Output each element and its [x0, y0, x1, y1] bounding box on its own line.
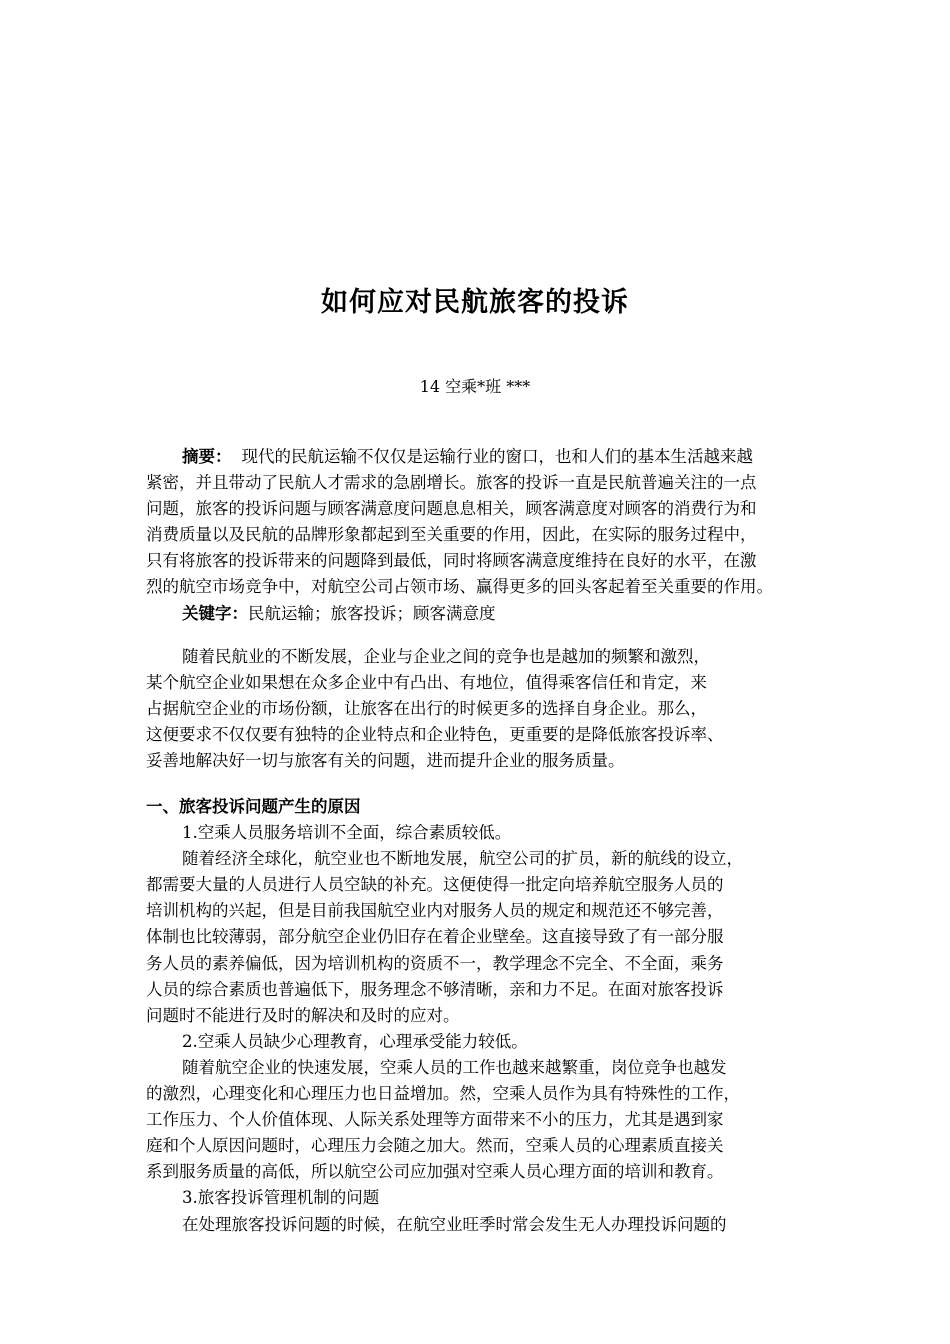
paragraph-line: 人员的综合素质也普遍低下，服务理念不够清晰，亲和力不足。在面对旅客投诉: [146, 979, 724, 999]
abstract-line: 消费质量以及民航的品牌形象都起到至关重要的作用，因此，在实际的服务过程中，: [146, 525, 757, 545]
subsection-title: 2.空乘人员缺少心理教育，心理承受能力较低。: [182, 1031, 528, 1051]
keywords-label: 关键字：: [182, 603, 248, 623]
subsection-title: 1.空乘人员服务培训不全面，综合素质较低。: [182, 823, 512, 843]
abstract-line: 烈的航空市场竞争中，对航空公司占领市场、赢得更多的回头客起着至关重要的作用。: [146, 577, 773, 597]
keywords-line: [146, 601, 858, 627]
section-heading: 一、旅客投诉问题产生的原因: [146, 797, 361, 816]
paragraph-line: 工作压力、个人价值体现、人际关系处理等方面带来不小的压力，尤其是遇到家: [146, 1110, 724, 1130]
author-line: 14 空乘*班 ***: [419, 377, 531, 396]
paragraph-line: 随着航空企业的快速发展，空乘人员的工作也越来越繁重，岗位竞争也越发: [182, 1057, 727, 1077]
document-title: 如何应对民航旅客的投诉: [321, 287, 629, 318]
abstract-line: 现代的民航运输不仅仅是运输行业的窗口，也和人们的基本生活越来越: [241, 447, 753, 466]
paragraph-line: 培训机构的兴起，但是目前我国航空业内对服务人员的规定和规范还不够完善，: [146, 901, 724, 921]
paragraph-line: 务人员的素养偏低，因为培训机构的资质不一，教学理念不完全、不全面，乘务: [146, 953, 724, 973]
paragraph-line: 问题时不能进行及时的解决和及时的应对。: [146, 1005, 460, 1025]
subsection-title: 3.旅客投诉管理机制的问题: [182, 1188, 380, 1208]
section-1: [146, 794, 858, 1238]
abstract-first-line: [146, 444, 858, 470]
paragraph-line: 庭和个人原因问题时，心理压力会随之加大。然而，空乘人员的心理素质直接关: [146, 1136, 724, 1156]
abstract-line: 只有将旅客的投诉带来的问题降到最低，同时将顾客满意度维持在良好的水平，在激: [146, 551, 757, 571]
paragraph-line: 的激烈，心理变化和心理压力也日益增加。然，空乘人员作为具有特殊性的工作，: [146, 1084, 740, 1104]
paragraph-line: 都需要大量的人员进行人员空缺的补充。这便使得一批定向培养航空服务人员的: [146, 875, 724, 895]
abstract-line: 问题，旅客的投诉问题与顾客满意度问题息息相关，顾客满意度对顾客的消费行为和: [146, 499, 757, 519]
paragraph-line: 在处理旅客投诉问题的时候，在航空业旺季时常会发生无人办理投诉问题的: [182, 1214, 727, 1234]
paragraph-line: 体制也比较薄弱，部分航空企业仍旧存在着企业壁垒。这直接导致了有一部分服: [146, 927, 724, 947]
intro-section: [146, 644, 858, 774]
intro-line: 妥善地解决好一切与旅客有关的问题，进而提升企业的服务质量。: [146, 751, 625, 771]
intro-line: 这便要求不仅仅要有独特的企业特点和企业特色，更重要的是降低旅客投诉率、: [146, 725, 724, 745]
paragraph-line: 随着经济全球化，航空业也不断地发展，航空公司的扩员，新的航线的设立，: [182, 849, 743, 869]
abstract-label: 摘要：: [182, 447, 232, 466]
intro-line: 占据航空企业的市场份额，让旅客在出行的时候更多的选择自身企业。那么，: [146, 699, 707, 719]
abstract-section: [146, 444, 858, 627]
intro-line: 某个航空企业如果想在众多企业中有凸出、有地位，值得乘客信任和肯定，来: [146, 673, 707, 693]
abstract-line: 紧密，并且带动了民航人才需求的急剧增长。旅客的投诉一直是民航普遍关注的一点: [146, 473, 757, 493]
keywords-text: 民航运输；旅客投诉；顾客满意度: [248, 603, 496, 623]
intro-line: 随着民航业的不断发展，企业与企业之间的竞争也是越加的频繁和激烈，: [182, 647, 710, 666]
paragraph-line: 系到服务质量的高低，所以航空公司应加强对空乘人员心理方面的培训和教育。: [146, 1162, 724, 1182]
